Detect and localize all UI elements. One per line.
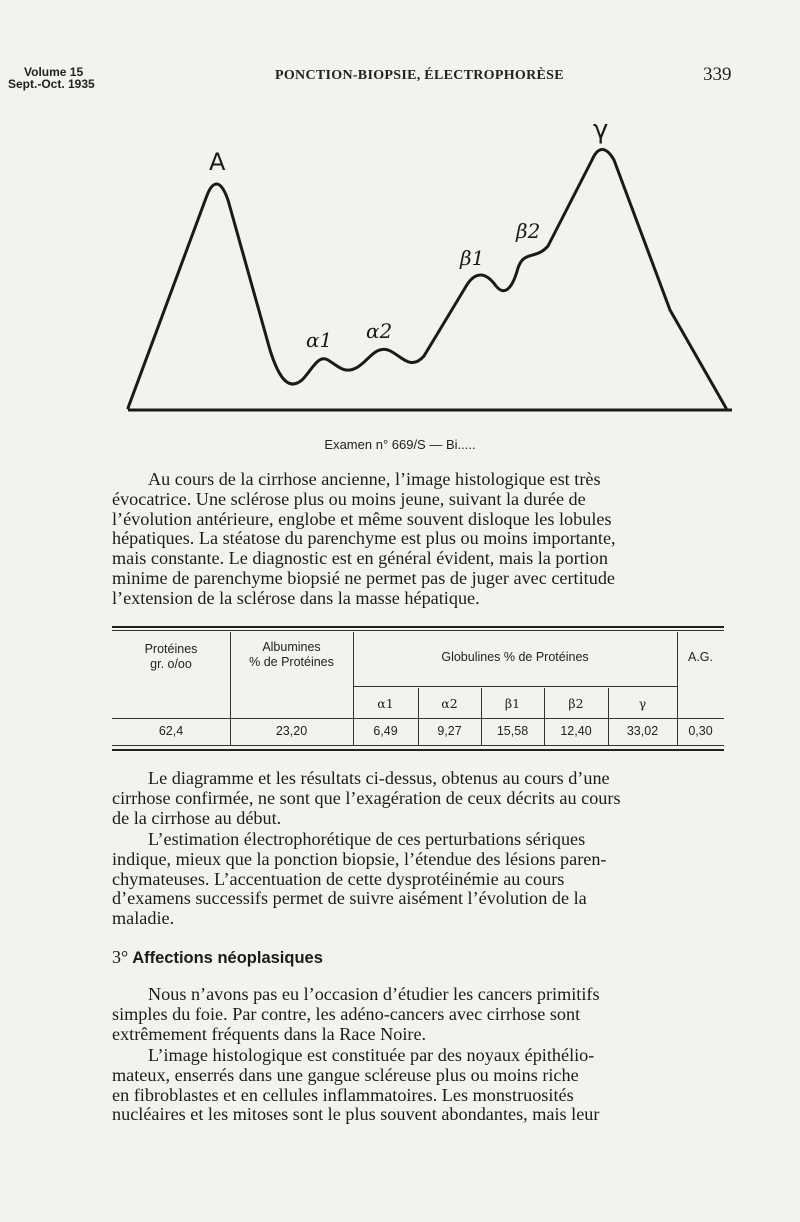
volume-info — [8, 66, 95, 90]
paragraph-estimation — [112, 830, 730, 929]
paragraph-diagramme — [112, 769, 730, 828]
protein-results-table — [112, 626, 734, 754]
table-header-rule — [112, 718, 724, 719]
cell-proteines: 62,4 — [158, 724, 184, 738]
peak-label-gamma: γ — [593, 115, 609, 145]
electrophoresis-curve-drawing — [120, 110, 740, 420]
header-proteines: Protéines gr. o/oo — [144, 642, 198, 671]
text-line: maladie. — [112, 908, 175, 929]
text-line: nucléaires et les mitoses sont le plus souvent abondantes, mais leur — [112, 1104, 600, 1125]
subheader-beta2: β2 — [568, 696, 584, 711]
text-line: L’estimation électrophorétique de ces perturbations sériques — [148, 829, 586, 849]
text-line: en fibroblastes et en cellules inflammatoires. Les monstruosités — [112, 1084, 574, 1105]
header-globulines: Globulines % de Protéines — [441, 650, 589, 664]
globulines-subheader-rule — [353, 686, 677, 687]
subheader-gamma: γ — [638, 696, 647, 711]
cell-beta2: 12,40 — [560, 724, 592, 738]
page-number: 339 — [703, 64, 732, 85]
volume-number: Volume 15 — [24, 65, 84, 79]
subheader-alpha2: α2 — [441, 696, 458, 711]
text-line: d’examens successifs permet de suivre aisément l’évolution de la — [112, 888, 587, 909]
cell-albumines: 23,20 — [275, 724, 308, 738]
peak-label-alpha1: α1 — [306, 328, 333, 352]
paragraph-cirrhose-ancienne — [112, 470, 730, 609]
subheader-alpha1: α1 — [377, 696, 394, 711]
cell-beta1: 15,58 — [496, 724, 529, 738]
running-title: PONCTION-BIOPSIE, ÉLECTROPHORÈSE — [275, 68, 564, 83]
text-line: minime de parenchyme biopsié ne permet pas de juger avec certitude — [112, 567, 615, 588]
cell-ag: 0,30 — [688, 724, 713, 738]
figure-caption: Examen n° 669/S — Bi..... — [324, 437, 476, 452]
table-bottom-rule-inner — [112, 745, 724, 746]
text-line: cirrhose confirmée, ne sont que l’exagération de ceux décrits au cours — [112, 787, 621, 808]
cell-gamma: 33,02 — [626, 724, 659, 738]
table-top-rule-inner — [112, 630, 724, 631]
header-albumines: Albumines % de Protéines — [249, 640, 334, 669]
paragraph-image-histologique — [112, 1046, 730, 1125]
table-top-rule — [112, 626, 724, 628]
text-line: L’image histologique est constituée par des noyaux épithélio- — [148, 1045, 595, 1065]
electrophoresis-curve — [128, 150, 726, 409]
text-line: chymateuses. L’accentuation de cette dysprotéinémie au cours — [112, 868, 565, 889]
peak-label-beta2: β2 — [516, 219, 541, 243]
text-line: extrêmement fréquents dans la Race Noire. — [112, 1023, 427, 1044]
subheader-beta1: β1 — [504, 696, 521, 711]
text-line: simples du foie. Par contre, les adéno-cancers avec cirrhose sont — [112, 1003, 581, 1024]
text-line: mais constante. Le diagnostic est en général évident, mais la portion — [112, 548, 608, 569]
header-ag: A.G. — [687, 650, 713, 664]
text-line: hépatiques. La stéatose du parenchyme est plus ou moins importante, — [112, 528, 616, 549]
issue-date: Sept.-Oct. 1935 — [8, 77, 95, 91]
section-title: Affections néoplasiques — [132, 949, 323, 967]
text-line: indique, mieux que la ponction biopsie, l’étendue des lésions paren- — [112, 848, 607, 869]
cell-alpha1: 6,49 — [373, 724, 398, 738]
text-line: Le diagramme et les résultats ci-dessus, obtenus au cours d’une — [148, 768, 610, 788]
text-line: Au cours de la cirrhose ancienne, l’image histologique est très — [148, 469, 601, 489]
peak-label-albumin: A — [209, 148, 226, 176]
electrophoresis-diagram — [120, 110, 740, 420]
text-line: Nous n’avons pas eu l’occasion d’étudier les cancers primitifs — [148, 984, 600, 1004]
text-line: de la cirrhose au début. — [112, 807, 282, 828]
cell-alpha2: 9,27 — [437, 724, 462, 738]
peak-label-beta1: β1 — [460, 246, 485, 270]
table-bottom-rule — [112, 749, 724, 751]
text-line: l’extension de la sclérose dans la masse hépatique. — [112, 587, 480, 608]
section-number: 3° — [112, 947, 129, 967]
text-line: évocatrice. Une sclérose plus ou moins jeune, suivant la durée de — [112, 488, 586, 509]
peak-label-alpha2: α2 — [366, 319, 393, 343]
section-heading — [112, 947, 323, 968]
paragraph-cancers — [112, 985, 730, 1044]
text-line: l’évolution antérieure, englobe et même souvent disloque les lobules — [112, 508, 612, 529]
text-line: mateux, enserrés dans une gangue scléreuse plus ou moins riche — [112, 1064, 579, 1085]
